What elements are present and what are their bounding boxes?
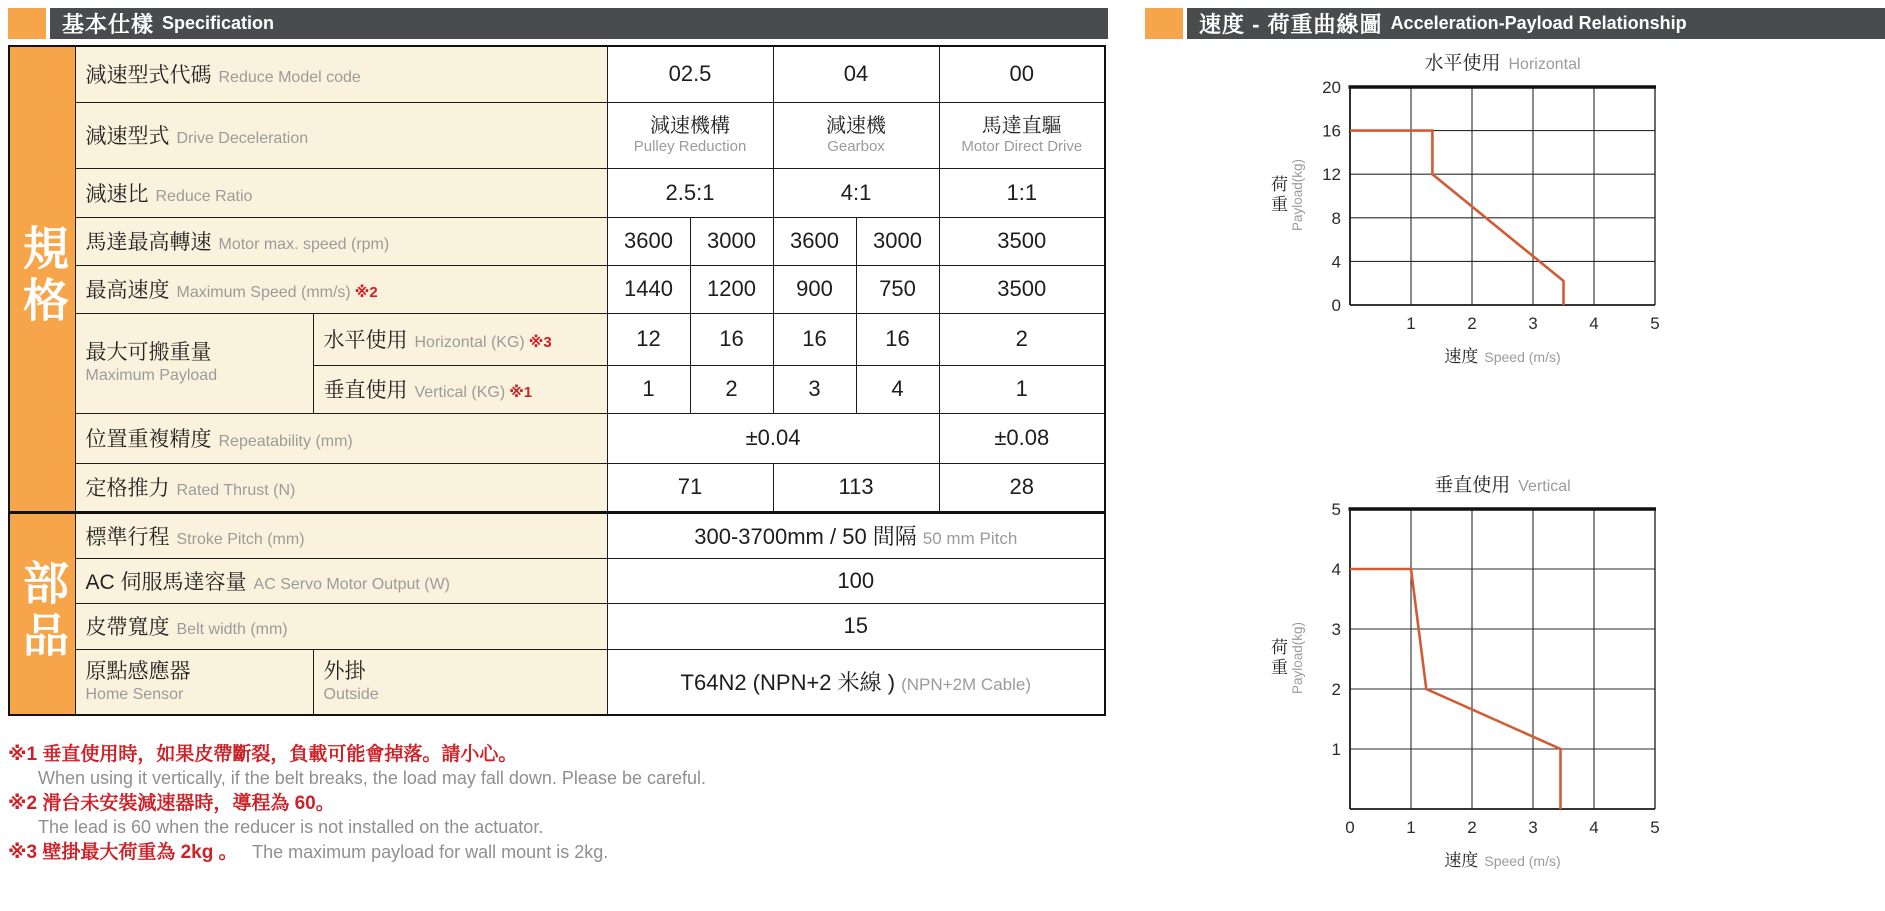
label-drive-type: 減速型式 Drive Deceleration — [75, 102, 607, 168]
value-model-code-3: 00 — [939, 46, 1105, 102]
svg-text:16: 16 — [1322, 121, 1341, 141]
value-payload-v-2: 2 — [690, 365, 773, 413]
svg-text:5: 5 — [1650, 818, 1660, 837]
value-payload-h-2: 16 — [690, 313, 773, 365]
chart-panel-title-bar — [1187, 8, 1885, 39]
value-payload-h-5: 2 — [939, 313, 1105, 365]
value-payload-v-4: 4 — [856, 365, 939, 413]
row-servo-output — [9, 558, 1105, 603]
value-payload-h-4: 16 — [856, 313, 939, 365]
row-repeatability — [9, 413, 1105, 463]
horizontal-chart-plot — [1305, 77, 1663, 342]
value-payload-v-3: 3 — [773, 365, 856, 413]
vertical-chart-plot — [1305, 499, 1663, 846]
value-model-code-1: 02.5 — [607, 46, 773, 102]
value-motor-speed-1: 3600 — [607, 217, 690, 265]
value-drive-type-3: 馬達直驅 Motor Direct Drive — [939, 102, 1105, 168]
label-payload-horizontal: 水平使用 Horizontal (KG) ※3 — [313, 313, 607, 365]
value-payload-v-1: 1 — [607, 365, 690, 413]
label-motor-speed: 馬達最高轉速 Motor max. speed (rpm) — [75, 217, 607, 265]
value-drive-type-2: 減速機 Gearbox — [773, 102, 939, 168]
specification-title-bar — [50, 8, 1108, 39]
value-rated-thrust-1: 71 — [607, 463, 773, 512]
horizontal-chart-y-axis-label: 荷重 Payload(kg) — [1268, 159, 1305, 232]
label-stroke: 標準行程 Stroke Pitch (mm) — [75, 512, 607, 558]
footnote-1-en: When using it vertically, if the belt breaks, the load may fall down. Please be careful. — [38, 768, 707, 789]
value-payload-h-1: 12 — [607, 313, 690, 365]
value-max-speed-3: 900 — [773, 265, 856, 313]
chart-panel — [1145, 8, 1885, 903]
svg-text:4: 4 — [1589, 314, 1599, 333]
footnote-3-en: The maximum payload for wall mount is 2kg. — [252, 841, 609, 862]
label-repeatability: 位置重複精度 Repeatability (mm) — [75, 413, 607, 463]
footnote-2-zh: ※2 滑台未安裝減速器時，導程為 60。 — [8, 792, 335, 814]
value-model-code-2: 04 — [773, 46, 939, 102]
svg-text:12: 12 — [1322, 165, 1341, 185]
specification-title-en: Specification — [162, 13, 275, 33]
label-reduce-ratio: 減速比 Reduce Ratio — [75, 168, 607, 217]
chart-panel-title-zh: 速度 - 荷重曲線圖 — [1199, 12, 1383, 37]
vertical-chart-y-axis-label: 荷重 Payload(kg) — [1268, 622, 1305, 695]
row-reduce-ratio — [9, 168, 1105, 217]
label-max-speed: 最高速度 Maximum Speed (mm/s) ※2 — [75, 265, 607, 313]
row-rated-thrust — [9, 463, 1105, 512]
svg-text:4: 4 — [1331, 560, 1341, 579]
value-home-sensor: T64N2 (NPN+2 米線 ) (NPN+2M Cable) — [607, 649, 1105, 715]
row-belt-width — [9, 603, 1105, 649]
value-belt-width: 15 — [607, 603, 1105, 649]
row-motor-speed — [9, 217, 1105, 265]
row-payload-horizontal — [9, 313, 1105, 365]
svg-text:2: 2 — [1467, 818, 1477, 837]
svg-text:3: 3 — [1528, 314, 1538, 333]
svg-text:8: 8 — [1331, 208, 1341, 228]
value-motor-speed-4: 3000 — [856, 217, 939, 265]
value-drive-type-1: 減速機構 Pulley Reduction — [607, 102, 773, 168]
value-servo-output: 100 — [607, 558, 1105, 603]
footnote-1-zh: ※1 垂直使用時，如果皮帶斷裂，負載可能會掉落。請小心。 — [8, 744, 518, 765]
value-stroke: 300-3700mm / 50 間隔 50 mm Pitch — [607, 512, 1105, 558]
label-home-sensor-outside: 外掛 Outside — [313, 649, 607, 715]
chart-panel-title-en: Acceleration-Payload Relationship — [1390, 13, 1687, 33]
label-max-payload: 最大可搬重量 Maximum Payload — [75, 313, 313, 413]
section-label-spec: 規格 — [9, 46, 75, 512]
value-repeatability-1: ±0.04 — [607, 413, 939, 463]
svg-text:4: 4 — [1589, 818, 1599, 837]
specification-title-zh: 基本仕樣 — [62, 12, 155, 37]
value-max-speed-1: 1440 — [607, 265, 690, 313]
svg-text:4: 4 — [1331, 252, 1341, 272]
label-belt-width: 皮帶寬度 Belt width (mm) — [75, 603, 607, 649]
value-payload-v-5: 1 — [939, 365, 1105, 413]
svg-text:5: 5 — [1650, 314, 1660, 333]
svg-text:2: 2 — [1467, 314, 1477, 333]
value-max-speed-2: 1200 — [690, 265, 773, 313]
accent-square-icon — [8, 8, 46, 39]
value-motor-speed-2: 3000 — [690, 217, 773, 265]
svg-text:5: 5 — [1331, 500, 1341, 519]
value-max-speed-5: 3500 — [939, 265, 1105, 313]
value-max-speed-4: 750 — [856, 265, 939, 313]
value-payload-h-3: 16 — [773, 313, 856, 365]
value-reduce-ratio-3: 1:1 — [939, 168, 1105, 217]
svg-text:0: 0 — [1345, 818, 1355, 837]
value-motor-speed-3: 3600 — [773, 217, 856, 265]
row-home-sensor — [9, 649, 1105, 715]
svg-text:1: 1 — [1406, 818, 1416, 837]
label-home-sensor: 原點感應器 Home Sensor — [75, 649, 313, 715]
svg-text:20: 20 — [1322, 78, 1341, 97]
footnote-3-zh: ※3 壁掛最大荷重為 2kg 。 — [8, 841, 238, 863]
chart-panel-header — [1145, 8, 1885, 39]
horizontal-chart-title: 水平使用 Horizontal — [1424, 53, 1581, 74]
row-max-speed — [9, 265, 1105, 313]
label-servo-output: AC 伺服馬達容量 AC Servo Motor Output (W) — [75, 558, 607, 603]
footnote-2-en: The lead is 60 when the reducer is not installed on the actuator. — [38, 816, 544, 837]
specification-panel — [8, 8, 1108, 865]
footnote-mark-1: ※1 — [509, 384, 533, 401]
value-rated-thrust-3: 28 — [939, 463, 1105, 512]
svg-text:1: 1 — [1406, 314, 1416, 333]
vertical-payload-chart — [1263, 470, 1663, 871]
row-stroke — [9, 512, 1105, 558]
svg-text:2: 2 — [1331, 680, 1341, 699]
value-reduce-ratio-2: 4:1 — [773, 168, 939, 217]
horizontal-chart-x-axis-label: 速度 Speed (m/s) — [1444, 347, 1561, 366]
footnote-3 — [8, 840, 1108, 865]
svg-text:3: 3 — [1528, 818, 1538, 837]
vertical-chart-x-axis-label: 速度 Speed (m/s) — [1444, 851, 1561, 870]
row-drive-type — [9, 102, 1105, 168]
value-rated-thrust-2: 113 — [773, 463, 939, 512]
value-motor-speed-5: 3500 — [939, 217, 1105, 265]
spec-table — [8, 45, 1106, 716]
accent-square-icon — [1145, 8, 1183, 39]
section-label-parts: 部品 — [9, 512, 75, 715]
label-model-code: 減速型式代碼 Reduce Model code — [75, 46, 607, 102]
value-repeatability-2: ±0.08 — [939, 413, 1105, 463]
footnote-mark-2: ※2 — [354, 284, 378, 301]
footnote-mark-3: ※3 — [528, 334, 552, 351]
vertical-chart-title: 垂直使用 Vertical — [1434, 475, 1571, 496]
row-model-code — [9, 46, 1105, 102]
svg-text:1: 1 — [1331, 740, 1341, 759]
footnotes — [8, 742, 1108, 865]
svg-text:0: 0 — [1331, 296, 1341, 315]
svg-text:3: 3 — [1331, 620, 1341, 639]
horizontal-payload-chart — [1263, 48, 1663, 367]
label-payload-vertical: 垂直使用 Vertical (KG) ※1 — [313, 365, 607, 413]
label-rated-thrust: 定格推力 Rated Thrust (N) — [75, 463, 607, 512]
value-reduce-ratio-1: 2.5:1 — [607, 168, 773, 217]
specification-header — [8, 8, 1108, 39]
